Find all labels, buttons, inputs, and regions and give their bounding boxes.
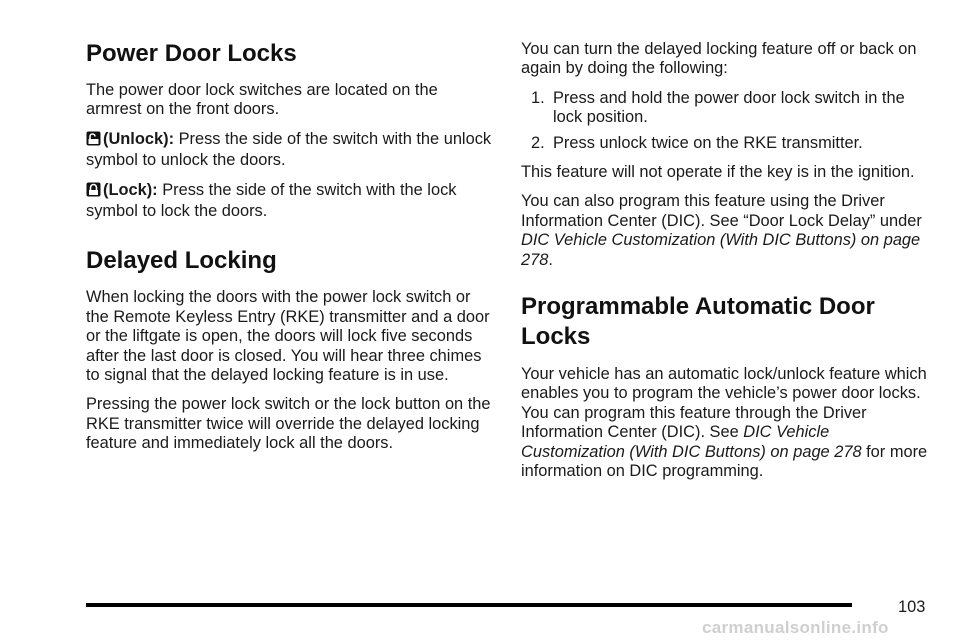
paragraph-turn-off: You can turn the delayed locking feature off or back on again by doing the following: xyxy=(521,40,917,78)
unlock-text: Press the side of the switch with the unlock symbol to unlock the doors. xyxy=(86,129,492,170)
dic-text: You can also program this feature using the Driver Information Center (DIC). See “Door Lock Delay” under xyxy=(521,192,922,230)
lock-term: (Lock): xyxy=(103,180,158,199)
paragraph-programmable xyxy=(521,365,931,481)
step-number: 2. xyxy=(531,133,545,152)
left-column xyxy=(86,40,494,464)
watermark: carmanualsonline.info xyxy=(702,618,889,637)
section-heading-power-door-locks: Power Door Locks xyxy=(86,40,297,67)
right-column xyxy=(521,40,931,492)
dic-text-end: . xyxy=(548,250,553,269)
paragraph-lock xyxy=(86,181,494,222)
unlock-icon xyxy=(86,131,101,151)
paragraph-override: Pressing the power lock switch or the lock button on the RKE transmitter twice will override the delayed locking feature and immediately lock all the doors. xyxy=(86,395,491,453)
paragraph-dic xyxy=(521,192,931,270)
list-item xyxy=(521,89,931,128)
programmable-text-end: for more information on DIC programming. xyxy=(521,442,928,481)
footer-rule xyxy=(86,603,852,607)
paragraph-ignition: This feature will not operate if the key is in the ignition. xyxy=(521,163,915,182)
steps-list xyxy=(521,89,931,153)
section-heading-programmable-locks: Programmable Automatic Door Locks xyxy=(521,293,875,351)
paragraph-delayed-locking: When locking the doors with the power lock switch or the Remote Keyless Entry (RKE) transmitter and a door or the liftgate is open, the doors will lock five seconds after the last door is closed. You will hear three chimes to signal that the delayed locking feature is in use. xyxy=(86,288,490,385)
page-number: 103 xyxy=(898,598,926,616)
section-heading-delayed-locking: Delayed Locking xyxy=(86,247,277,275)
step-text: Press unlock twice on the RKE transmitter. xyxy=(553,133,863,152)
programmable-text: Your vehicle has an automatic lock/unlock feature which enables you to program the vehicle’s power door locks. You can program this feature through the Driver Information Center (DIC). See xyxy=(521,365,927,442)
list-item xyxy=(521,134,931,153)
programmable-page-reference: DIC Vehicle Customization (With DIC Buttons) on page 278 xyxy=(521,423,862,461)
dic-page-reference: DIC Vehicle Customization (With DIC Buttons) on page 278 xyxy=(521,231,921,269)
unlock-term: (Unlock): xyxy=(103,129,175,148)
paragraph-unlock xyxy=(86,130,494,171)
step-text: Press and hold the power door lock switch in the lock position. xyxy=(553,88,905,127)
step-number: 1. xyxy=(531,88,545,107)
lock-icon xyxy=(86,182,101,202)
paragraph-switch-location: The power door lock switches are located on the armrest on the front doors. xyxy=(86,81,438,119)
lock-text: Press the side of the switch with the lock symbol to lock the doors. xyxy=(86,180,457,221)
